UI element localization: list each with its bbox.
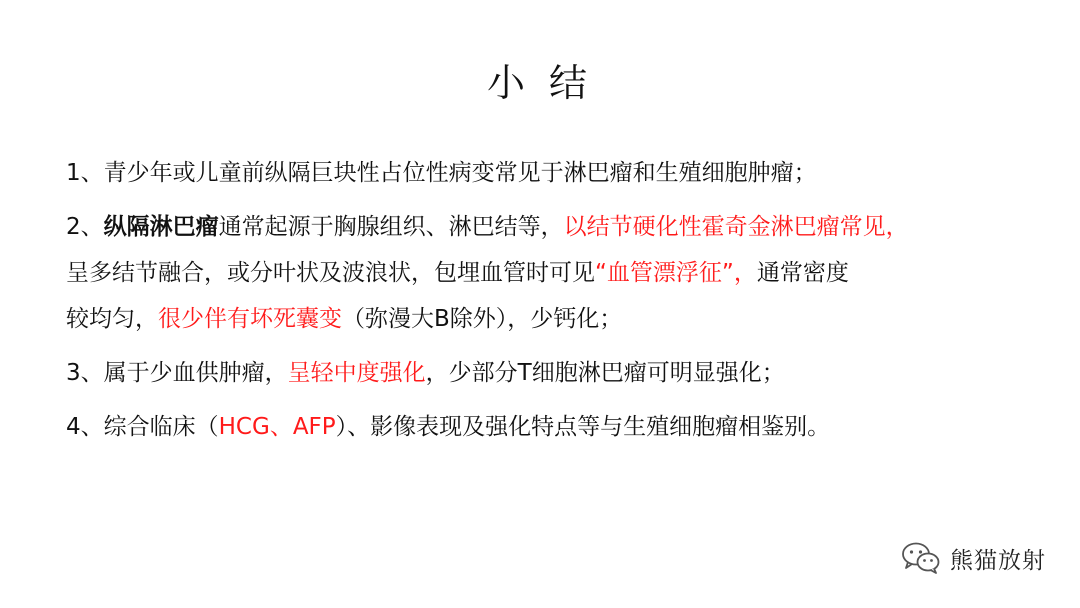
summary-item-2 [66,204,1056,342]
item-3-tail: ，少部分T细胞淋巴瘤可明显强化； [425,360,785,386]
wechat-icon [900,541,942,575]
watermark-text: 熊猫放射 [950,547,1046,574]
summary-list [66,150,1056,450]
summary-item-4 [66,404,1056,450]
watermark [900,538,1046,578]
item-3-lead: 3、属于少血供肿瘤， [66,360,288,386]
item-2-normal-2: 通常密度 [756,260,849,286]
item-3-highlight: 呈轻中度强化 [287,360,426,386]
item-2-line-3b: （弥漫大B除外），少钙化； [342,306,623,332]
item-2-highlight-1: 以结节硬化性霍奇金淋巴瘤常见， [563,214,909,240]
item-4-highlight: HCG、AFP [218,414,336,440]
item-2-line-3a: 较均匀， [66,306,158,332]
item-2-lead: 2、 [66,214,104,240]
item-2-normal-1: 通常起源于胸腺组织、淋巴结等， [218,214,564,240]
item-4-lead: 4、综合临床（ [66,414,219,440]
item-2-line-2: 呈多结节融合，或分叶状及波浪状，包埋血管时可见 [66,260,595,286]
slide-title: 小 结 [486,61,594,105]
summary-item-3 [66,350,1056,396]
item-4-tail: ）、影像表现及强化特点等与生殖细胞瘤相鉴别。 [335,414,831,440]
summary-item-1 [66,150,1056,196]
item-2-bold-term: 纵隔淋巴瘤 [103,214,219,240]
item-1-text: 1、青少年或儿童前纵隔巨块性占位性病变常见于淋巴瘤和生殖细胞肿瘤； [66,160,817,186]
item-2-highlight-3: 很少伴有坏死囊变 [158,306,342,332]
item-2-highlight-2: “血管漂浮征”， [595,260,757,286]
